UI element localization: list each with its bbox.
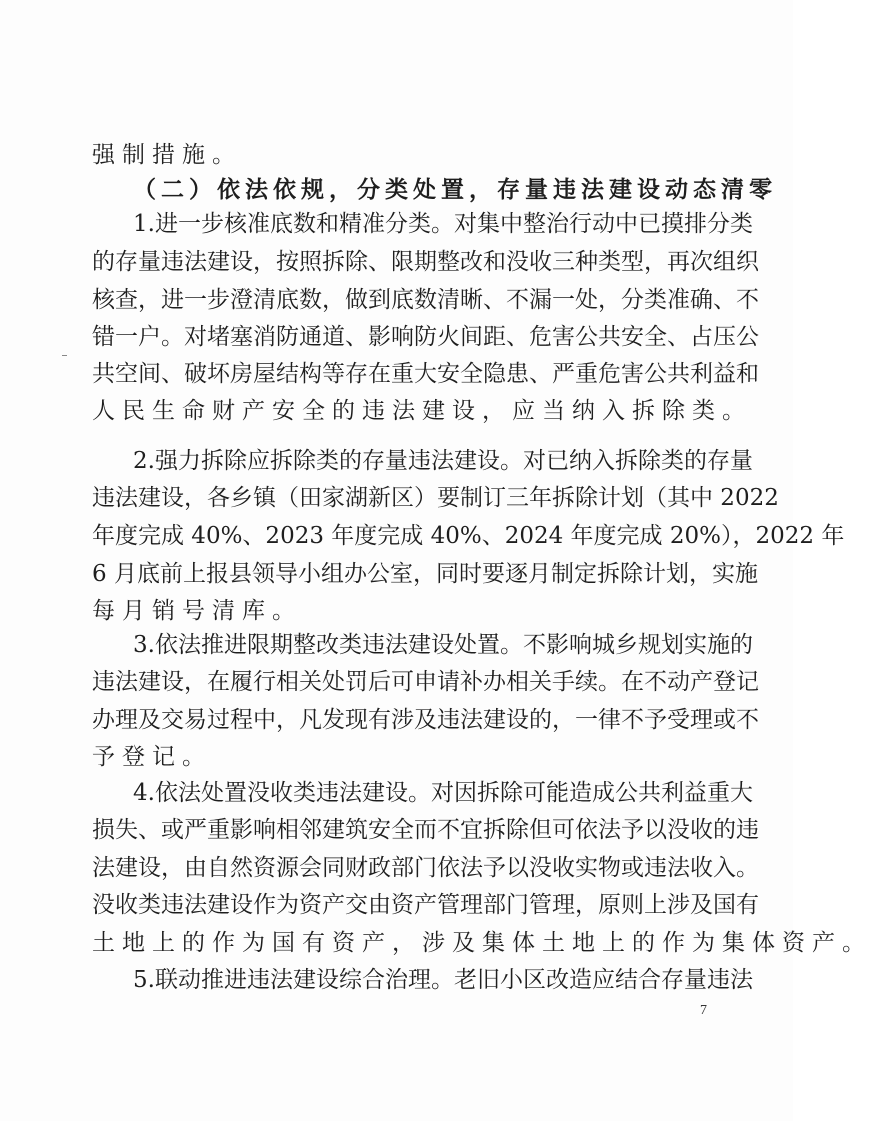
scan-mark [62, 355, 67, 356]
text-line: 法建设，由自然资源会同财政部门依法予以没收实物或违法收入。 [92, 855, 759, 881]
text-line: 年度完成 40%、2023 年度完成 40%、2024 年度完成 20%），2022 年 [92, 523, 845, 549]
text-line: 3.依法推进限期整改类违法建设处置。不影响城乡规划实施的 [133, 632, 753, 658]
text-line: 人民生命财产安全的违法建设，应当纳入拆除类。 [92, 398, 752, 424]
text-line: 损失、或严重影响相邻建筑安全而不宜拆除但可依法予以没收的违 [92, 817, 759, 843]
text-line: 违法建设，各乡镇（田家湖新区）要制订三年拆除计划（其中 2022 [92, 485, 779, 511]
text-line: 办理及交易过程中，凡发现有涉及违法建设的，一律不予受理或不 [92, 707, 759, 733]
text-line: 6 月底前上报县领导小组办公室，同时要逐月制定拆除计划，实施 [92, 561, 758, 587]
text-line: 违法建设，在履行相关处罚后可申请补办相关手续。在不动产登记 [92, 669, 759, 695]
text-line: 1.进一步核准底数和精准分类。对集中整治行动中已摸排分类 [133, 211, 753, 237]
page-number: 7 [700, 1003, 707, 1018]
text-line: 强制措施。 [92, 142, 242, 168]
section-heading: （二）依法依规，分类处置，存量违法建设动态清零 [133, 176, 777, 203]
text-line: 错一户。对堵塞消防通道、影响防火间距、危害公共安全、占压公 [92, 324, 759, 350]
text-line: 没收类违法建设作为资产交由资产管理部门管理，原则上涉及国有 [92, 892, 759, 918]
text-line: 5.联动推进违法建设综合治理。老旧小区改造应结合存量违法 [133, 967, 753, 993]
text-line: 2.强力拆除应拆除类的存量违法建设。对已纳入拆除类的存量 [133, 448, 753, 474]
text-line: 予登记。 [92, 744, 212, 770]
text-line: 核查，进一步澄清底数，做到底数清晰、不漏一处，分类准确、不 [92, 287, 759, 313]
text-line: 共空间、破坏房屋结构等存在重大安全隐患、严重危害公共利益和 [92, 361, 759, 387]
text-line: 4.依法处置没收类违法建设。对因拆除可能造成公共利益重大 [133, 780, 753, 806]
text-line: 的存量违法建设，按照拆除、限期整改和没收三种类型，再次组织 [92, 249, 759, 275]
text-line: 土地上的作为国有资产，涉及集体土地上的作为集体资产。 [92, 930, 872, 956]
text-line: 每月销号清库。 [92, 598, 302, 624]
